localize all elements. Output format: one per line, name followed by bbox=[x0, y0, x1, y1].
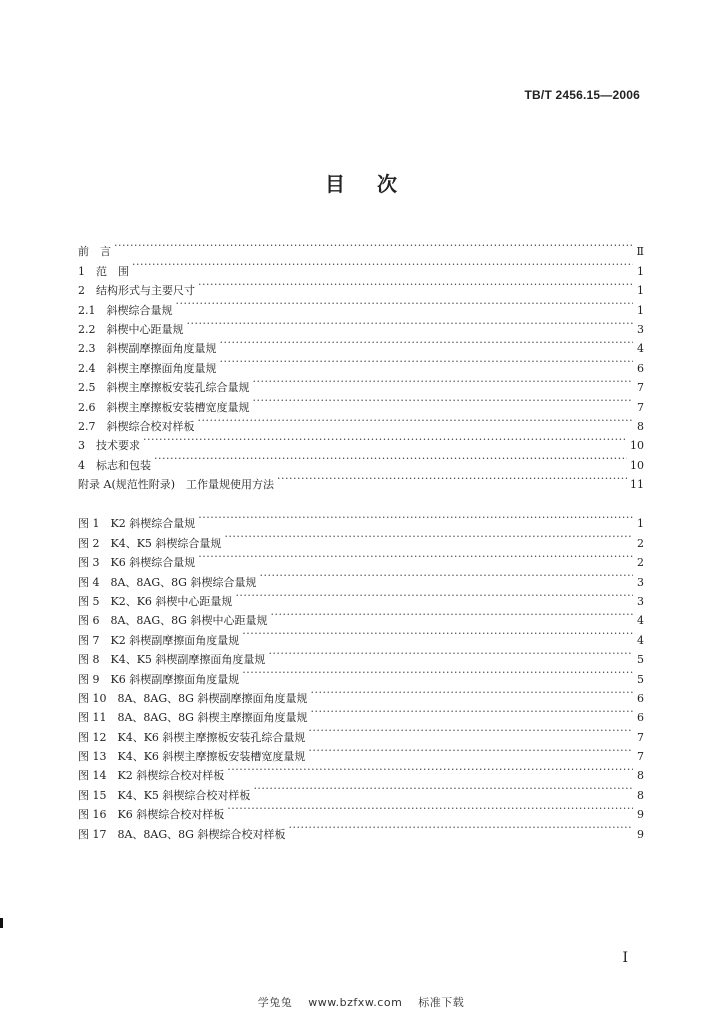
figure-entry-label: 图 2 K4、K5 斜楔综合量规 bbox=[78, 536, 222, 550]
toc-entry-page-number: 10 bbox=[630, 439, 644, 453]
footer-site-name: 学兔兔 bbox=[257, 996, 293, 1009]
toc-entry-label: 3 技术要求 bbox=[78, 439, 140, 453]
toc-entry-label: 2.1 斜楔综合量规 bbox=[78, 303, 173, 317]
dot-leader bbox=[288, 818, 633, 837]
dot-leader bbox=[310, 683, 633, 702]
figure-entry-label: 图 1 K2 斜楔综合量规 bbox=[78, 517, 196, 531]
figure-entry-label: 图 7 K2 斜楔副摩擦面角度量规 bbox=[78, 633, 240, 647]
toc-entry-page-number: 10 bbox=[630, 458, 644, 472]
margin-mark bbox=[0, 918, 3, 928]
toc-entry-page-number: 8 bbox=[637, 419, 644, 433]
title-char-1: 目 bbox=[325, 172, 345, 196]
toc-entry-page-number: 3 bbox=[637, 322, 644, 336]
toc-entry[interactable] bbox=[78, 236, 644, 259]
figure-entry-page-number: 7 bbox=[637, 730, 644, 744]
toc-entry[interactable] bbox=[78, 469, 644, 492]
toc-entry-page-number: Ⅱ bbox=[636, 245, 644, 259]
toc-entry-label: 2.6 斜楔主摩擦板安装槽宽度量规 bbox=[78, 400, 250, 414]
toc-entry-page-number: 7 bbox=[637, 400, 644, 414]
figure-entry[interactable] bbox=[78, 508, 644, 531]
dot-leader bbox=[114, 236, 633, 255]
figure-entry-label: 图 13 K4、K6 斜楔主摩擦板安装槽宽度量规 bbox=[78, 750, 306, 764]
dot-leader bbox=[220, 333, 634, 352]
toc-entry-page-number: 6 bbox=[637, 361, 644, 375]
dot-leader bbox=[268, 644, 633, 663]
figure-entry-page-number: 8 bbox=[637, 769, 644, 783]
dot-leader bbox=[253, 779, 633, 798]
dot-leader bbox=[242, 663, 633, 682]
toc-entry-page-number: 4 bbox=[637, 342, 644, 356]
figure-entry-label: 图 3 K6 斜楔综合量规 bbox=[78, 556, 196, 570]
dot-leader bbox=[132, 255, 633, 274]
toc-entry-label: 2.4 斜楔主摩擦面角度量规 bbox=[78, 361, 217, 375]
dot-leader bbox=[227, 760, 633, 779]
toc-entry-page-number: 1 bbox=[637, 303, 644, 317]
figure-entry-page-number: 9 bbox=[637, 827, 644, 841]
toc-entry[interactable] bbox=[78, 430, 644, 453]
figures-list bbox=[78, 508, 644, 841]
dot-leader bbox=[227, 799, 633, 818]
figure-entry-page-number: 3 bbox=[637, 594, 644, 608]
toc-entry-label: 2.3 斜楔副摩擦面角度量规 bbox=[78, 342, 217, 356]
figure-entry-label: 图 9 K6 斜楔副摩擦面角度量规 bbox=[78, 672, 240, 686]
figure-entry-page-number: 1 bbox=[637, 517, 644, 531]
figure-entry-page-number: 4 bbox=[637, 614, 644, 628]
figure-entry-label: 图 16 K6 斜楔综合校对样板 bbox=[78, 808, 225, 822]
toc-entry-page-number: 11 bbox=[630, 478, 644, 492]
dot-leader bbox=[259, 566, 633, 585]
page-number: I bbox=[622, 950, 628, 966]
figure-entry-page-number: 8 bbox=[637, 788, 644, 802]
dot-leader bbox=[198, 275, 633, 294]
dot-leader bbox=[310, 702, 633, 721]
title-char-2: 次 bbox=[377, 172, 397, 196]
toc-entry-page-number: 1 bbox=[637, 284, 644, 298]
footer bbox=[0, 994, 722, 1010]
figure-entry-page-number: 7 bbox=[637, 750, 644, 764]
footer-tagline: 标准下载 bbox=[418, 996, 465, 1009]
toc-entry-label: 附录 A(规范性附录) 工作量规使用方法 bbox=[78, 478, 275, 492]
figure-entry-label: 图 4 8A、8AG、8G 斜楔综合量规 bbox=[78, 575, 257, 589]
dot-leader bbox=[242, 624, 633, 643]
dot-leader bbox=[187, 314, 634, 333]
figure-entry-label: 图 11 8A、8AG、8G 斜楔主摩擦面角度量规 bbox=[78, 711, 308, 725]
figure-entry-page-number: 6 bbox=[637, 711, 644, 725]
figure-entry-page-number: 5 bbox=[637, 653, 644, 667]
toc-entry-label: 2.5 斜楔主摩擦板安装孔综合量规 bbox=[78, 381, 250, 395]
toc-entry-label: 2.2 斜楔中心距量规 bbox=[78, 322, 184, 336]
figure-entry-label: 图 15 K4、K5 斜楔综合校对样板 bbox=[78, 788, 251, 802]
dot-leader bbox=[154, 449, 627, 468]
toc-entry[interactable] bbox=[78, 449, 644, 472]
toc-entry[interactable] bbox=[78, 275, 644, 298]
toc-entry-label: 2.7 斜楔综合校对样板 bbox=[78, 419, 195, 433]
figure-entry-page-number: 2 bbox=[637, 536, 644, 550]
dot-leader bbox=[308, 721, 633, 740]
dot-leader bbox=[198, 411, 634, 430]
dot-leader bbox=[224, 527, 633, 546]
figure-entry-label: 图 17 8A、8AG、8G 斜楔综合校对样板 bbox=[78, 827, 286, 841]
page-title bbox=[0, 168, 722, 197]
dot-leader bbox=[235, 586, 633, 605]
toc-entry-label: 2 结构形式与主要尺寸 bbox=[78, 284, 195, 298]
dot-leader bbox=[277, 469, 627, 488]
dot-leader bbox=[253, 372, 634, 391]
dot-leader bbox=[176, 294, 634, 313]
figure-entry-label: 图 6 8A、8AG、8G 斜楔中心距量规 bbox=[78, 614, 268, 628]
dot-leader bbox=[143, 430, 627, 449]
toc-entry-page-number: 1 bbox=[637, 264, 644, 278]
footer-url[interactable]: www.bzfxw.com bbox=[308, 996, 403, 1009]
toc-entry-page-number: 7 bbox=[637, 381, 644, 395]
figure-entry-page-number: 6 bbox=[637, 691, 644, 705]
toc-entry[interactable] bbox=[78, 255, 644, 278]
figure-entry-label: 图 10 8A、8AG、8G 斜楔副摩擦面角度量规 bbox=[78, 691, 308, 705]
figure-entry-page-number: 3 bbox=[637, 575, 644, 589]
figure-entry-page-number: 9 bbox=[637, 808, 644, 822]
dot-leader bbox=[198, 547, 633, 566]
figure-entry-page-number: 2 bbox=[637, 556, 644, 570]
dot-leader bbox=[198, 508, 633, 527]
figure-entry-label: 图 8 K4、K5 斜楔副摩擦面角度量规 bbox=[78, 653, 266, 667]
figure-entry-label: 图 5 K2、K6 斜楔中心距量规 bbox=[78, 594, 233, 608]
dot-leader bbox=[270, 605, 633, 624]
toc-entry-label: 前 言 bbox=[78, 245, 111, 259]
toc-entry-label: 4 标志和包装 bbox=[78, 458, 151, 472]
dot-leader bbox=[308, 741, 633, 760]
toc-entry-label: 1 范 围 bbox=[78, 264, 129, 278]
figure-entry-label: 图 14 K2 斜楔综合校对样板 bbox=[78, 769, 225, 783]
dot-leader bbox=[220, 352, 634, 371]
standard-code: TB/T 2456.15—2006 bbox=[524, 88, 640, 102]
contents-list bbox=[78, 236, 644, 492]
figure-entry-label: 图 12 K4、K6 斜楔主摩擦板安装孔综合量规 bbox=[78, 730, 306, 744]
figure-entry-page-number: 5 bbox=[637, 672, 644, 686]
dot-leader bbox=[253, 391, 634, 410]
figure-entry-page-number: 4 bbox=[637, 633, 644, 647]
